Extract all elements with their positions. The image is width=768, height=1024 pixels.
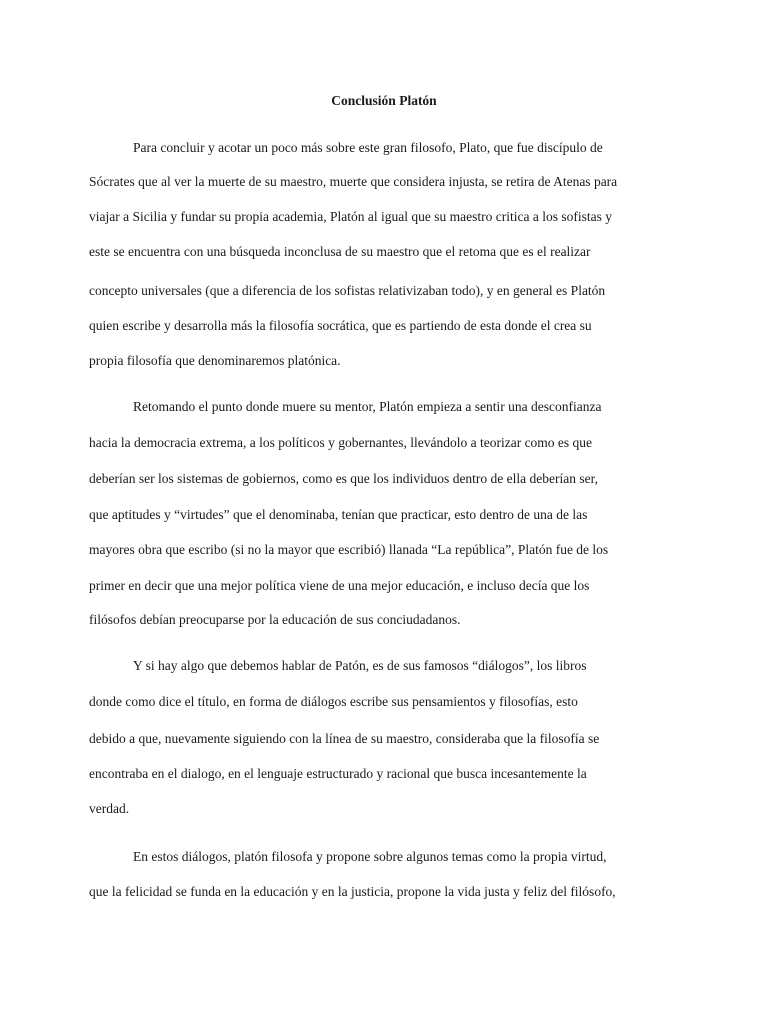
paragraph-line: quien escribe y desarrolla más la filosofía socrática, que es partiendo de esta donde el crea su [89, 318, 592, 333]
paragraph-line: propia filosofía que denominaremos platónica. [89, 353, 341, 368]
paragraph-line: concepto universales (que a diferencia de los sofistas relativizaban todo), y en general es Platón [89, 283, 606, 298]
paragraph-line: encontraba en el dialogo, en el lenguaje estructurado y racional que busca incesantemente la [89, 766, 587, 781]
paragraph-line: En estos diálogos, platón filosofa y propone sobre algunos temas como la propia virtud, [133, 849, 607, 864]
document-title: Conclusión Platón [331, 93, 437, 108]
paragraph-line: filósofos debían preocuparse por la educación de sus conciudadanos. [89, 612, 461, 627]
paragraph-line: deberían ser los sistemas de gobiernos, como es que los individuos dentro de ella deberían ser, [89, 471, 598, 486]
paragraph-line: Retomando el punto donde muere su mentor, Platón empieza a sentir una desconfianza [133, 399, 602, 414]
paragraph-line: Sócrates que al ver la muerte de su maestro, muerte que considera injusta, se retira de Atenas para [89, 174, 618, 189]
paragraph-line: primer en decir que una mejor política viene de una mejor educación, e incluso decía que los [89, 578, 590, 593]
paragraph-line: mayores obra que escribo (si no la mayor que escribió) llanada “La república”, Platón fue de los [89, 542, 609, 557]
paragraph-line: Y si hay algo que debemos hablar de Patón, es de sus famosos “diálogos”, los libros [133, 658, 587, 673]
paragraph-line: viajar a Sicilia y fundar su propia academia, Platón al igual que su maestro critica a los sofistas y [89, 209, 612, 224]
paragraph-line: donde como dice el título, en forma de diálogos escribe sus pensamientos y filosofías, esto [89, 694, 578, 709]
paragraph-line: debido a que, nuevamente siguiendo con la línea de su maestro, consideraba que la filosofía se [89, 731, 600, 746]
paragraph-line: Para concluir y acotar un poco más sobre este gran filosofo, Plato, que fue discípulo de [133, 140, 603, 155]
paragraph-line: que aptitudes y “virtudes” que el denominaba, tenían que practicar, esto dentro de una de las [89, 507, 588, 522]
paragraph-line: verdad. [89, 801, 130, 816]
paragraph-line: hacia la democracia extrema, a los políticos y gobernantes, llevándolo a teorizar como es que [89, 435, 593, 450]
paragraph-line: este se encuentra con una búsqueda inconclusa de su maestro que el retoma que es el realizar [89, 244, 591, 259]
paragraph-line: que la felicidad se funda en la educación y en la justicia, propone la vida justa y feliz del filósofo, [89, 884, 616, 899]
